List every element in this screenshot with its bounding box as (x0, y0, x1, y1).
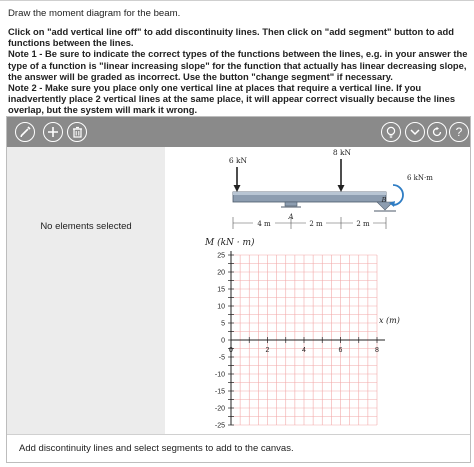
point-b-label: B (381, 196, 387, 204)
x-tick-label: 6 (338, 347, 343, 354)
instruction-note-1: Note 1 - Be sure to indicate the correct types of the functions between the lines, e.g. in your answer the type of a function is "linear increasing slope" for the function that actually has linear decreasing slope, the answer will be graded as incorrect. Use the button "change segment" if necessary. (8, 48, 468, 82)
vertical-line-tool-icon (18, 125, 32, 139)
y-tick-label: -25 (214, 422, 225, 430)
dim-label-2: 2 m (309, 220, 323, 228)
y-tick-label: 5 (221, 320, 225, 328)
x-tick-label: 0 (229, 347, 233, 354)
selection-panel (7, 147, 165, 434)
point-a-label: A (288, 213, 294, 221)
support-a-pin (285, 202, 297, 206)
question-title: Draw the moment diagram for the beam. (8, 8, 181, 19)
help-button[interactable] (449, 122, 469, 142)
x-tick-label: 4 (302, 347, 306, 354)
reset-button[interactable] (427, 122, 447, 142)
add-segment-button[interactable] (43, 122, 63, 142)
axes (228, 251, 385, 425)
toolbar (7, 117, 470, 147)
load-right-arrowhead (338, 185, 345, 192)
y-tick-label: -15 (214, 388, 225, 396)
hint-button[interactable] (381, 122, 401, 142)
trash-icon (72, 126, 83, 138)
status-bar (7, 434, 470, 463)
delete-button[interactable] (67, 122, 87, 142)
y-axis-label: M (kN · m) (205, 238, 255, 248)
tool-group (13, 122, 95, 142)
y-tick-label: 20 (217, 269, 225, 277)
drawing-canvas[interactable] (165, 147, 470, 434)
x-axis-label: x (m) (379, 316, 400, 325)
chevron-down-icon (410, 128, 420, 136)
dim-label-3: 2 m (356, 220, 370, 228)
y-tick-label: -5 (218, 354, 225, 362)
y-tick-label: 15 (217, 286, 225, 294)
beam-highlight (233, 192, 386, 195)
moment-diagram-widget (6, 116, 471, 463)
instructions (8, 26, 468, 116)
status-message: Add discontinuity lines and select segments to add to the canvas. (19, 443, 294, 454)
y-tick-label: 0 (221, 337, 225, 345)
top-divider (0, 0, 474, 1)
vertical-line-tool-button[interactable] (15, 122, 35, 142)
x-tick-label: 2 (265, 347, 270, 354)
y-tick-label: -10 (214, 371, 225, 379)
load-right-label: 8 kN (332, 148, 352, 157)
instruction-note-2: Note 2 - Make sure you place only one vertical line at places that require a vertical line. If you inadvertently place 2 vertical lines at the same place, it will appear correct visually because the lines overlap, but the system will mark it wrong. (8, 82, 456, 116)
lightbulb-icon (385, 126, 397, 139)
y-tick-labels (215, 253, 225, 430)
y-tick-label: -20 (214, 405, 225, 413)
add-icon (47, 126, 59, 138)
dim-label-1: 4 m (257, 220, 271, 228)
canvas-svg (165, 147, 470, 434)
load-left-label: 6 kN (228, 156, 248, 165)
moment-label: 6 kN·m (407, 174, 433, 182)
load-left-arrowhead (234, 185, 241, 192)
selection-status: No elements selected (40, 221, 132, 232)
x-tick-labels (229, 347, 379, 354)
help-icon: ? (455, 125, 463, 139)
refresh-icon (431, 126, 443, 138)
y-tick-label: 10 (217, 303, 225, 311)
beam-figure (229, 148, 433, 229)
y-tick-label: 25 (217, 252, 225, 260)
dropdown-button[interactable] (405, 122, 425, 142)
x-tick-label: 8 (375, 347, 379, 354)
instruction-main: Click on "add vertical line off" to add discontinuity lines. Then click on "add segment" button to add functions between the lines. (8, 26, 454, 49)
